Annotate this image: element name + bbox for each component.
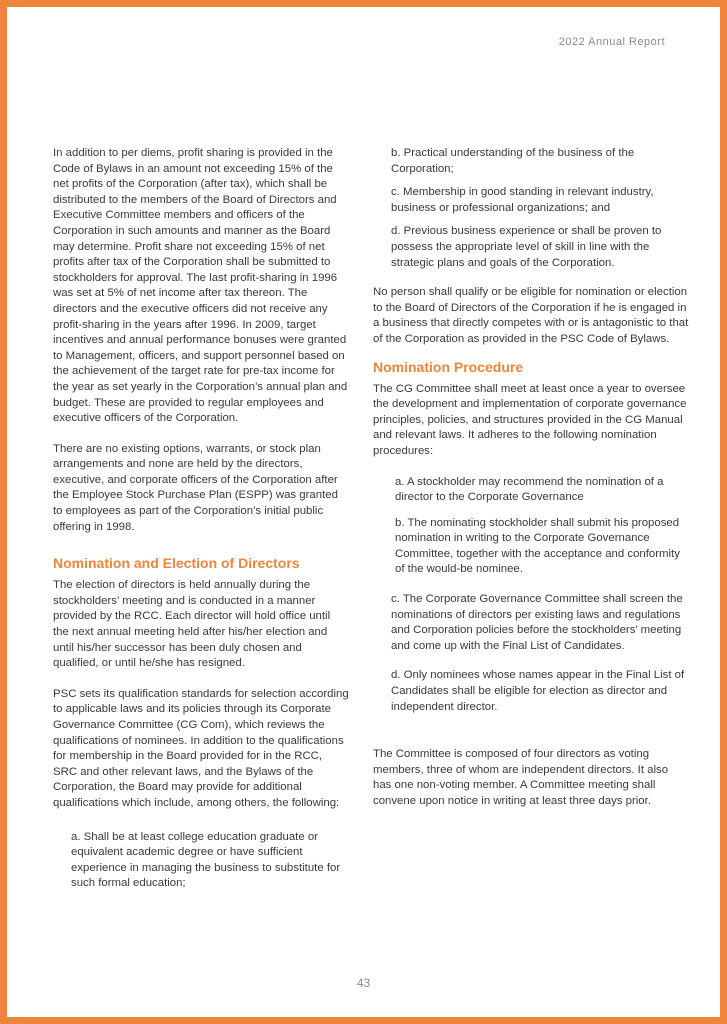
profit-sharing-paragraph: In addition to per diems, profit sharing is provided in the Code of Bylaws in an amount not exceeding 15% of the net profits of the Corporation (after tax), which shall be distributed to the members of the Board of Directors and Executive Committee members and officers of the Corporation in such amounts and manner as the Board may determine. Profit share not exceeding 15% of net profits after tax of the Corporation shall be submitted to stockholders for approval. The last profit-sharing in 1996 was set at 5% of net income after tax thereon. The directors and the executive officers did not receive any profit-sharing in the years after 1996. In 2009, target incentives and annual performance bonuses were granted to Management, officers, and support personnel based on the achievement of the target rate for pre-tax income for the year as set yearly in the Corporation’s annual plan and budget. These are provided to regular employees and executive officers of the Corporation.	[53, 147, 348, 425]
report-title: 2022 Annual Report	[558, 36, 665, 48]
nomination-election-heading: Nomination and Election of Directors	[53, 555, 300, 572]
qualification-item-c: c. Membership in good standing in relevant industry, business or professional organizations; and	[391, 186, 654, 214]
committee-composition-paragraph: The Committee is composed of four directors as voting members, three of whom are independent directors. It also has one non-voting member. A Committee meeting shall convene upon notice in writing at least three days prior.	[373, 748, 669, 807]
left-column	[53, 146, 349, 902]
procedure-item-d: d. Only nominees whose names appear in the Final List of Candidates shall be eligible for election as director and independent director.	[391, 669, 685, 713]
election-paragraph: The election of directors is held annually during the stockholders’ meeting and is conducted in a manner provided by the RCC. Each director will hold office until the next annual meeting held after his/her election and until his/her successor has been duly chosen and qualified, or until he/she has resigned.	[53, 579, 331, 670]
eligibility-paragraph: No person shall qualify or be eligible for nomination or election to the Board of Directors of the Corporation if he is engaged in a business that directly competes with or is antagonistic to that of the Corporation as provided in the PSC Code of Bylaws.	[373, 286, 689, 345]
qualification-item-b: b. Practical understanding of the business of the Corporation;	[391, 147, 635, 175]
procedure-item-c: c. The Corporate Governance Committee shall screen the nominations of directors per existing laws and regulations and Corporation policies before the stockholders’ meeting and come up with the Final List of Candidates.	[391, 593, 683, 652]
procedure-intro-paragraph: The CG Committee shall meet at least once a year to oversee the development and implementation of corporate governance principles, policies, and structures provided in the CG Manual and relevant laws. It adheres to the following nomination procedures:	[373, 382, 687, 457]
qualification-item-d: d. Previous business experience or shall be proven to possess the appropriate level of skill in line with the strategic plans and goals of the Corporation.	[391, 225, 662, 269]
procedure-item-b: b. The nominating stockholder shall submit his proposed nomination in writing to the Corporate Governance Committee, together with the acceptance and conformity of the would-be nominee.	[395, 516, 680, 576]
nomination-procedure-heading: Nomination Procedure	[373, 358, 524, 375]
stock-options-paragraph: There are no existing options, warrants, or stock plan arrangements and none are held by the directors, executive, and corporate officers of the Corporation after the Employee Stock Purchase Plan (ESPP) was granted to employees as part of the Corporation’s initial public offering in 1998.	[53, 442, 338, 533]
qualification-paragraph: PSC sets its qualification standards for selection according to applicable laws and its policies through its Corporate Governance Committee (CG Com), which reviews the qualifications of nominees. In addition to the qualifications for membership in the Board provided for in the RCC, SRC and other relevant laws, and the Bylaws of the Corporation, the Board may provide for additional qualifications which include, among others, the following:	[53, 687, 349, 809]
right-column	[373, 146, 689, 825]
qualification-item-a: a. Shall be at least college education graduate or equivalent academic degree or have sufficient experience in managing the business to substitute for such formal education;	[71, 830, 341, 890]
procedure-item-a: a. A stockholder may recommend the nomination of a director to the Corporate Governance	[395, 475, 664, 504]
page-number: 43	[356, 976, 371, 990]
